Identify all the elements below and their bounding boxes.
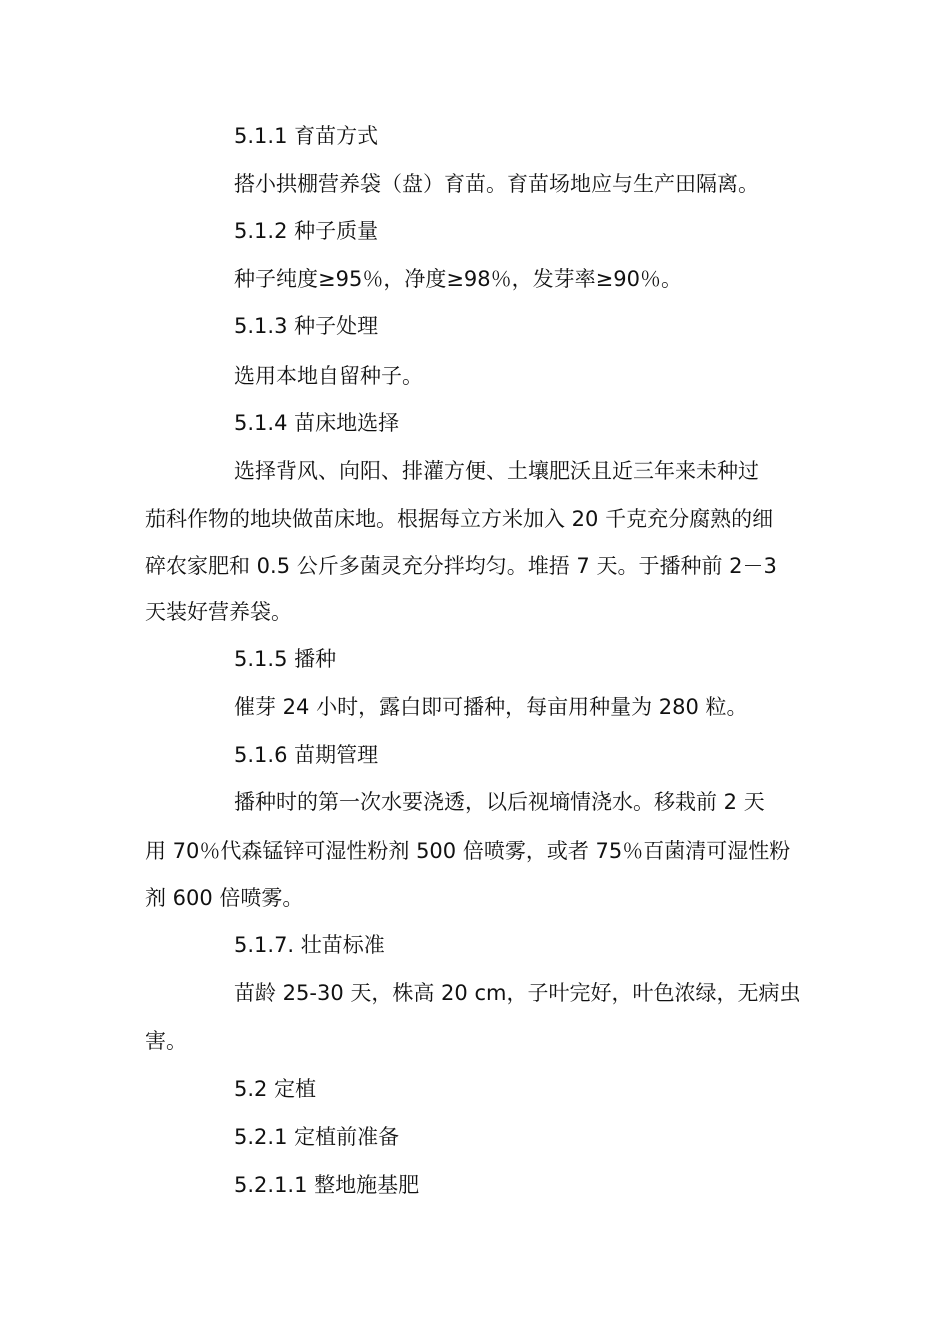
paragraph-line: 种子纯度≥95％，净度≥98％，发芽率≥90％。 [234,267,682,291]
paragraph-line: 选择背风、向阳、排灌方便、土壤肥沃且近三年来未种过 [234,459,759,483]
heading-5-1-2: 5.1.2 种子质量 [234,219,379,243]
heading-5-1-7: 5.1.7. 壮苗标准 [234,933,385,957]
paragraph-line: 剂 600 倍喷雾。 [145,886,304,910]
heading-5-1-6: 5.1.6 苗期管理 [234,743,379,767]
heading-5-2: 5.2 定植 [234,1077,317,1101]
paragraph-line: 碎农家肥和 0.5 公斤多菌灵充分拌均匀。堆捂 7 天。于播种前 2－3 [145,554,777,578]
heading-5-1-5: 5.1.5 播种 [234,647,337,671]
heading-5-1-4: 5.1.4 苗床地选择 [234,411,400,435]
paragraph-line: 用 70％代森锰锌可湿性粉剂 500 倍喷雾，或者 75％百菌清可湿性粉 [145,839,791,863]
heading-5-1-1: 5.1.1 育苗方式 [234,124,379,148]
paragraph-line: 茄科作物的地块做苗床地。根据每立方米加入 20 千克充分腐熟的细 [145,507,774,531]
heading-5-2-1: 5.2.1 定植前准备 [234,1125,400,1149]
paragraph-line: 苗龄 25-30 天，株高 20 cm，子叶完好，叶色浓绿，无病虫 [234,981,801,1005]
paragraph-line: 搭小拱棚营养袋（盘）育苗。育苗场地应与生产田隔离。 [234,172,759,196]
paragraph-line: 选用本地自留种子。 [234,364,423,388]
paragraph-line: 播种时的第一次水要浇透，以后视墒情浇水。移栽前 2 天 [234,790,765,814]
heading-5-1-3: 5.1.3 种子处理 [234,314,379,338]
paragraph-line: 催芽 24 小时，露白即可播种，每亩用种量为 280 粒。 [234,695,748,719]
paragraph-line: 害。 [145,1029,187,1053]
heading-5-2-1-1: 5.2.1.1 整地施基肥 [234,1173,420,1197]
paragraph-line: 天装好营养袋。 [145,600,292,624]
